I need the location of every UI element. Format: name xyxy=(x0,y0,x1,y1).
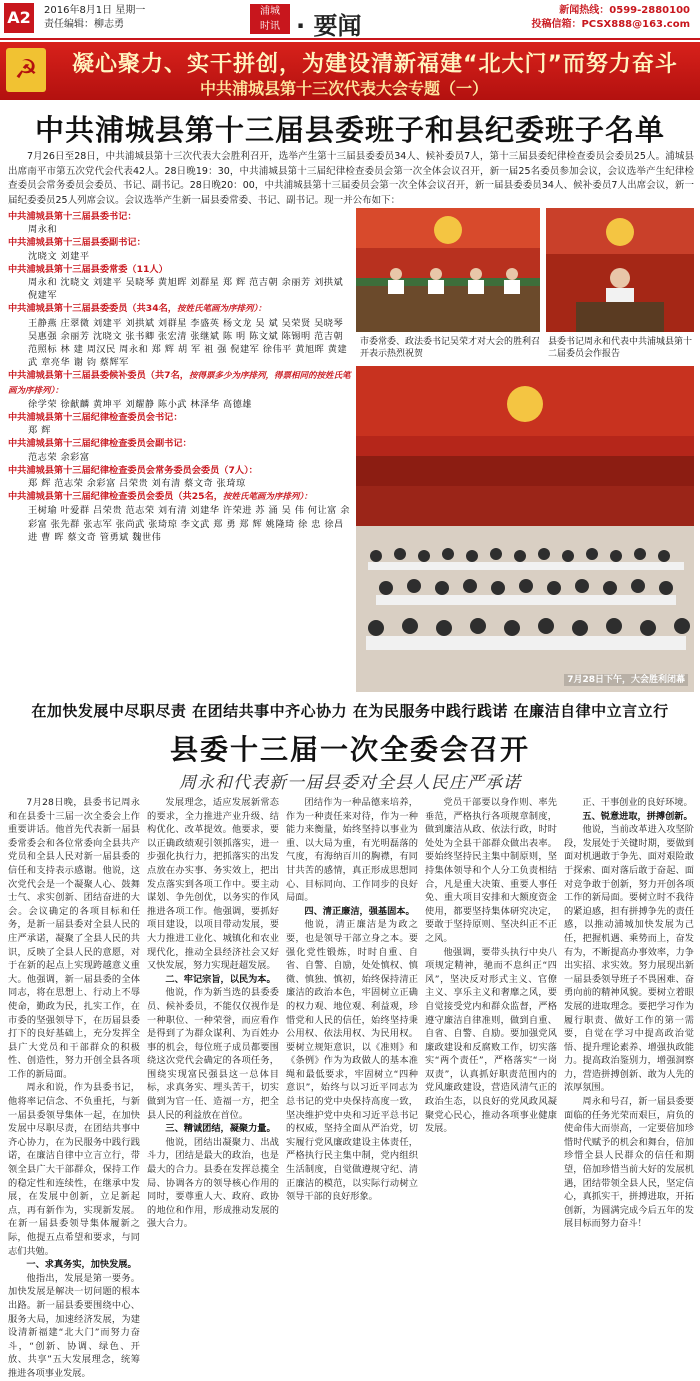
article-intro: 7月26日至28日，中共浦城县第十三次代表大会胜利召开，选举产生第十三届县委委员34人、候补委员7人，第十三届县委纪律检查委员会委员25人。浦城县出席南平市第五次党代会代表42人。28日晚19：30，中共浦城县第十三届纪律检查委员会第一次全体会议召开，新一届25名委员参加会议，会议选举产生纪律检查委员会常务委员会委员、书记、副书记。28日晚20：00，中共浦城县第十三届委员会第一次全体会议召开，新一届县委委员34人、候补委员7人出席会议，新一届纪委委员25人列席会议。会议选举产生新一届县委常委、书记、副书记。现一并公布如下： xyxy=(8,151,694,206)
paragraph: 团结作为一种品德来培养，作为一种责任来对待，作为一种能力来衡量，始终坚持以事业为重、以大局为重，有光明磊落的气度，有海纳百川的胸襟，有同甘共苦的感情，真正形成思想同心、目标同向、工作同步的良好局面。 xyxy=(286,797,418,904)
list-block xyxy=(8,411,352,437)
list-heading: 中共浦城县第十三届纪律检查委员会书记： xyxy=(8,412,183,424)
article-deck: 周永和代表新一届县委对全县人民庄严承诺 xyxy=(179,773,521,793)
list-block xyxy=(8,464,352,490)
article-headline: 县委十三届一次全委会召开 xyxy=(169,733,530,766)
contact-info xyxy=(531,4,690,32)
header-meta xyxy=(44,4,145,32)
banner-subtitle: 中共浦城县第十三次代表大会专题（一） xyxy=(200,79,489,98)
body-column xyxy=(564,796,694,1230)
name-lists xyxy=(8,210,352,544)
list-heading: 中共浦城县第十三届县委候补委员（共7名， xyxy=(8,370,189,382)
banner-slogan: 凝心聚力、实干拼创，为建设清新福建“北大门”而努力奋斗 xyxy=(72,52,678,77)
issue-date: 2016年8月1日 星期一 xyxy=(44,5,146,16)
photo-speaker-podium xyxy=(356,208,540,332)
paragraph: 周永和号召，新一届县委要面临的任务光荣而艰巨，肩负的使命伟大而崇高，一定要倍加珍惜时代赋予的机会和舞台，倍加珍惜全县人民群众的信任和期望，倍加珍惜当前大好的发展机遇，团结带领全县人民，坚定信心，真抓实干，拼搏进取，开拓创新，为圆满完成今后五年的发展目标而努力奋斗！ xyxy=(564,1096,694,1230)
list-heading: 中共浦城县第十三届纪律检查委员会副书记： xyxy=(8,438,192,450)
paragraph: 党员干部要以身作则、率先垂范，严格执行各项规章制度，做到廉洁从政、依法行政，时时处处为全县干部群众做出表率。要始终坚持民主集中制原则，坚持集体领导和个人分工负责相结合，凡是重大决策、重要人事任免、重大项目安排和大额度资金使用，都要坚持集体研究决定，要敢于坚持原则、坚决纠正不正之风。 xyxy=(425,797,557,944)
paragraph: 他说，团结出凝聚力、出战斗力，团结是最大的政治，也是最大的合力。县委在发挥总揽全局、协调各方的领导核心作用的同时，要尊重人大、政府、政协的地位和作用，形成推动发展的强大合力。 xyxy=(147,1136,279,1230)
paragraph: 他强调，要带头执行中央八项规定精神，驰而不息纠正“四风”，坚决反对形式主义、官僚主义、享乐主义和奢靡之风，要自觉接受党内和群众监督，严格遵守廉洁自律准则，做到自重、自省、自警、自励。要加强党风廉政建设和反腐败工作，切实落实“两个责任”，严格落实“一岗双责”，认真抓好职责范围内的党风廉政建设，营造风清气正的政治生态，以良好的党风政风凝聚党心民心，推动各项事业健康发展。 xyxy=(425,946,557,1135)
body-column xyxy=(286,796,418,1203)
list-heading: 中共浦城县第十三届县委委员（共34名， xyxy=(8,303,177,315)
paragraph: 他说，作为新当选的县委委员、候补委员，不能仅仅视作是一种职位、一种荣誉，而应看作是得到了为群众谋利、为百姓办事的机会，每位班子成员都要围绕这次党代会确定的各项任务，围绕实现富民强县这一总体目标，求真务实、埋头苦干，切实做到为官一任、造福一方，把全县人民的利益放在首位。 xyxy=(147,987,279,1121)
paragraph: 他说，清正廉洁是为政之要，也是领导干部立身之本。要强化党性锻炼，时时自重、自省、自警、自励，处处慎权、慎微、慎独、慎初，始终保持清正廉洁的政治本色，牢固树立正确的权力观、地位观、利益观，珍惜党和人民的信任，始终坚持秉公用权、依法用权、为民用权。要树立规矩意识，以《准则》和《条例》作为为政做人的基本准绳和最低要求，牢固树立“四种意识”，始终与以习近平同志为总书记的党中央保持高度一致，坚决维护党中央和习近平总书记的权威，坚持全面从严治党，切实履行党风廉政建设主体责任，严格执行民主集中制，党内组织生活制度，自觉做遵规守纪、清正廉洁的模范，以实际行动树立领导干部的良好形象。 xyxy=(286,919,418,1203)
list-block xyxy=(8,437,352,463)
section-heading: 四、清正廉洁，强基固本。 xyxy=(304,905,415,917)
editor-credit: 责任编辑：柳志勇 xyxy=(44,19,124,30)
logo-top-text: 浦城 xyxy=(260,6,280,17)
list-names: 王树瑜 叶爱群 吕荣贵 范志荣 刘有清 刘建华 许荣进 苏 涌 吴 伟 何让富 余彩富 张先群 张志军 张尚武 张琦琼 李文武 郑 勇 郑 辉 姚隆琦 徐 忠 徐昌进 曹 晖 蔡文奇 管勇斌 魏世伟 xyxy=(28,505,350,543)
list-note: 按得票多少为序排列，得票相同的按姓氏笔画为序排列）： xyxy=(8,371,351,396)
body-column xyxy=(425,796,557,1135)
logo-bottom-text: 时讯 xyxy=(260,21,280,32)
photo-secretary-report xyxy=(546,208,694,332)
newspaper-logo xyxy=(250,4,290,34)
list-block xyxy=(8,490,352,544)
list-names: 周永和 沈晓文 刘建平 吴晓琴 黄旭晖 刘群星 郑 辉 范吉朝 余丽芳 刘拱斌 倪建军 xyxy=(28,277,344,302)
list-heading: 中共浦城县第十三届县委常委（11人） xyxy=(8,263,168,275)
article-headline: 中共浦城县第十三届县委班子和县纪委班子名单 xyxy=(34,113,665,147)
photo-caption: 7月28日下午，大会胜利闭幕 xyxy=(564,674,688,686)
list-heading: 中共浦城县第十三届县委书记： xyxy=(8,211,137,222)
list-block xyxy=(8,302,352,369)
paragraph: 他说，当前改革进入攻坚阶段，发展处于关键时期，要做到面对机遇敢于争先、面对艰险敢于探索、面对落后敢于奋起、面对竞争敢于创新，努力开创各项工作的新局面。要树立时不我待的紧迫感，担有拼搏争先的责任感，以推动浦城加快发展为己任，把握机遇、乘势而上，奋发有为，不断提高办事效率，力争出实招、求实效。努力展现出新一届县委领导班子不畏困难、奋勇向前的精神风貌。要树立着眼发展的进取理念。要把学习作为履行职责、做好工作的第一需要，自觉在学习中提高政治觉悟、提升理论素养、增强执政能力。提高政治鉴别力，增强洞察力，营造拼搏创新、敢为人先的浓厚氛围。 xyxy=(564,824,694,1094)
paragraph: 正、干事创业的良好环境。 xyxy=(582,797,693,808)
list-heading: 中共浦城县第十三届县委副书记： xyxy=(8,237,146,249)
list-block xyxy=(8,236,352,262)
list-note: 按姓氏笔画为序排列）： xyxy=(222,492,313,503)
section-heading: 二、牢记宗旨，以民为本。 xyxy=(165,973,276,985)
list-names: 范志荣 余彩富 xyxy=(28,451,90,463)
list-names: 郑 辉 范志荣 余彩富 吕荣贵 刘有清 蔡文奇 张琦琼 xyxy=(28,478,246,490)
paragraph: 7月28日晚，县委书记周永和在县委十三届一次全委会上作重要讲话。他首先代表新一届县委常委会和各位常委向全县共产党员和全县人民对新一届县委的信任和支持表示感谢。他说，这次党代会是一个凝聚人心、鼓舞士气、求实创新、团结奋进的大会。会议确定的各项目标和任务，是新一届县委对全县人民的庄严承诺，凝聚了全县人民的共识，反映了全县人民的意愿，对于在新的起点上实现跨越意义重大。他强调，新一届县委的全体同志，将在思想上、行动上不辱使命，勤政为民，扎实工作，在市委的坚强领导下，在历届县委打下的良好基础上，充分发挥全县广大党员和干部群众的积极性、创造性，努力开创全县各项工作的新局面。 xyxy=(8,797,140,1080)
list-names: 沈晓文 刘建平 xyxy=(28,250,90,262)
paragraph: 周永和说，作为县委书记，他将率记信念、不负重托，与新一届县委领导集体一起，在加快发展中尽职尽责，在团结共事中齐心协力，在为民服务中践行践诺，在廉洁自律中立言立行，带领全县广大干部群众，保持工作的稳定性和连续性，在继承中发展，在发展中创新，立足新起点，再有新作为，实现新发展。在新一届县委领导集体履新之际，他提五点希望和要求，与同志们共勉。 xyxy=(8,1082,140,1257)
page-header xyxy=(0,0,700,40)
body-column xyxy=(8,796,140,1379)
submission-email[interactable]: 投稿信箱：PCSX888@163.com xyxy=(531,19,690,30)
list-heading: 中共浦城县第十三届纪律检查委员会常务委员会委员（7人）： xyxy=(8,464,258,476)
section-heading: 五、锐意进取，拼搏创新。 xyxy=(582,810,693,822)
news-hotline: 新闻热线：0599-2880100 xyxy=(559,5,690,16)
party-emblem-icon: ☭ xyxy=(6,48,46,92)
list-block xyxy=(8,369,352,411)
photo-closing-session xyxy=(356,366,694,692)
article-kicker: 在加快发展中尽职尽责 在团结共事中齐心协力 在为民服务中践行践诺 在廉洁自律中立言立行 xyxy=(31,702,669,720)
list-names: 周永和 xyxy=(28,224,58,236)
list-heading: 中共浦城县第十三届纪律检查委员会委员（共25名， xyxy=(8,491,223,503)
section-heading: 三、精诚团结，凝聚力量。 xyxy=(165,1123,276,1135)
section-name: 要闻 xyxy=(313,12,362,40)
list-block xyxy=(8,210,352,236)
section-title: · 要闻 xyxy=(296,12,362,40)
list-block xyxy=(8,263,352,303)
list-names: 郑 辉 xyxy=(28,425,51,437)
section-heading: 一、求真务实，加快发展。 xyxy=(26,1259,137,1271)
photo-caption: 县委书记周永和代表中共浦城县第十二届委员会作报告 xyxy=(548,337,693,359)
list-names: 徐学荣 徐献麟 黄坤平 刘耀静 陈小武 林泽华 高德雄 xyxy=(28,398,252,410)
paragraph: 他指出，发展是第一要务。加快发展是解决一切问题的根本出路。新一届县委要围绕中心、服务大局，加速经济发展，为建设清新福建“北大门”而努力奋斗，“创新、协调、绿色、开放、共享”五大发展理念，统筹推进各项事业发展。 xyxy=(8,1272,140,1379)
body-column xyxy=(147,796,279,1230)
topic-banner xyxy=(0,42,700,100)
list-note: 按姓氏笔画为序排列）： xyxy=(176,304,267,315)
photo-caption: 市委常委、政法委书记吴荣才对大会的胜利召开表示热烈祝贺 xyxy=(360,337,541,359)
page-number: A2 xyxy=(4,3,34,33)
list-names: 王静燕 庄翠微 刘建平 刘拱斌 刘群星 李盛英 杨文龙 吴 斌 吴荣贤 吴晓琴 吴惠强 余丽芳 沈晓文 张书卿 张宏清 张继斌 陈 明 陈文斌 陈锡明 范吉朝 范照标 林 建 周汉民 周永和 郑 辉 胡 军 祖 强 倪建军 徐伟平 黄旭晖 黄建武 章亮华 谢 钧 蔡辉军 xyxy=(28,317,348,369)
paragraph: 发展理念，适应发展新常态的要求，全力推进产业升级、结构优化、改革提效。他要求，要以正确政绩观引领抓落实，进一步强化执行力，把抓落实的出发点放在办实事、务实效上，把出发点落实到各项工作中。要主动谋划、争先创优，以务实的作风推进各项工作。他强调，要抓好项目建设，以项目带动发展，要大力推进工业化、城镇化和农业现代化，推动全县经济社会又好又快发展，努力实现赶超发展。 xyxy=(147,797,279,972)
